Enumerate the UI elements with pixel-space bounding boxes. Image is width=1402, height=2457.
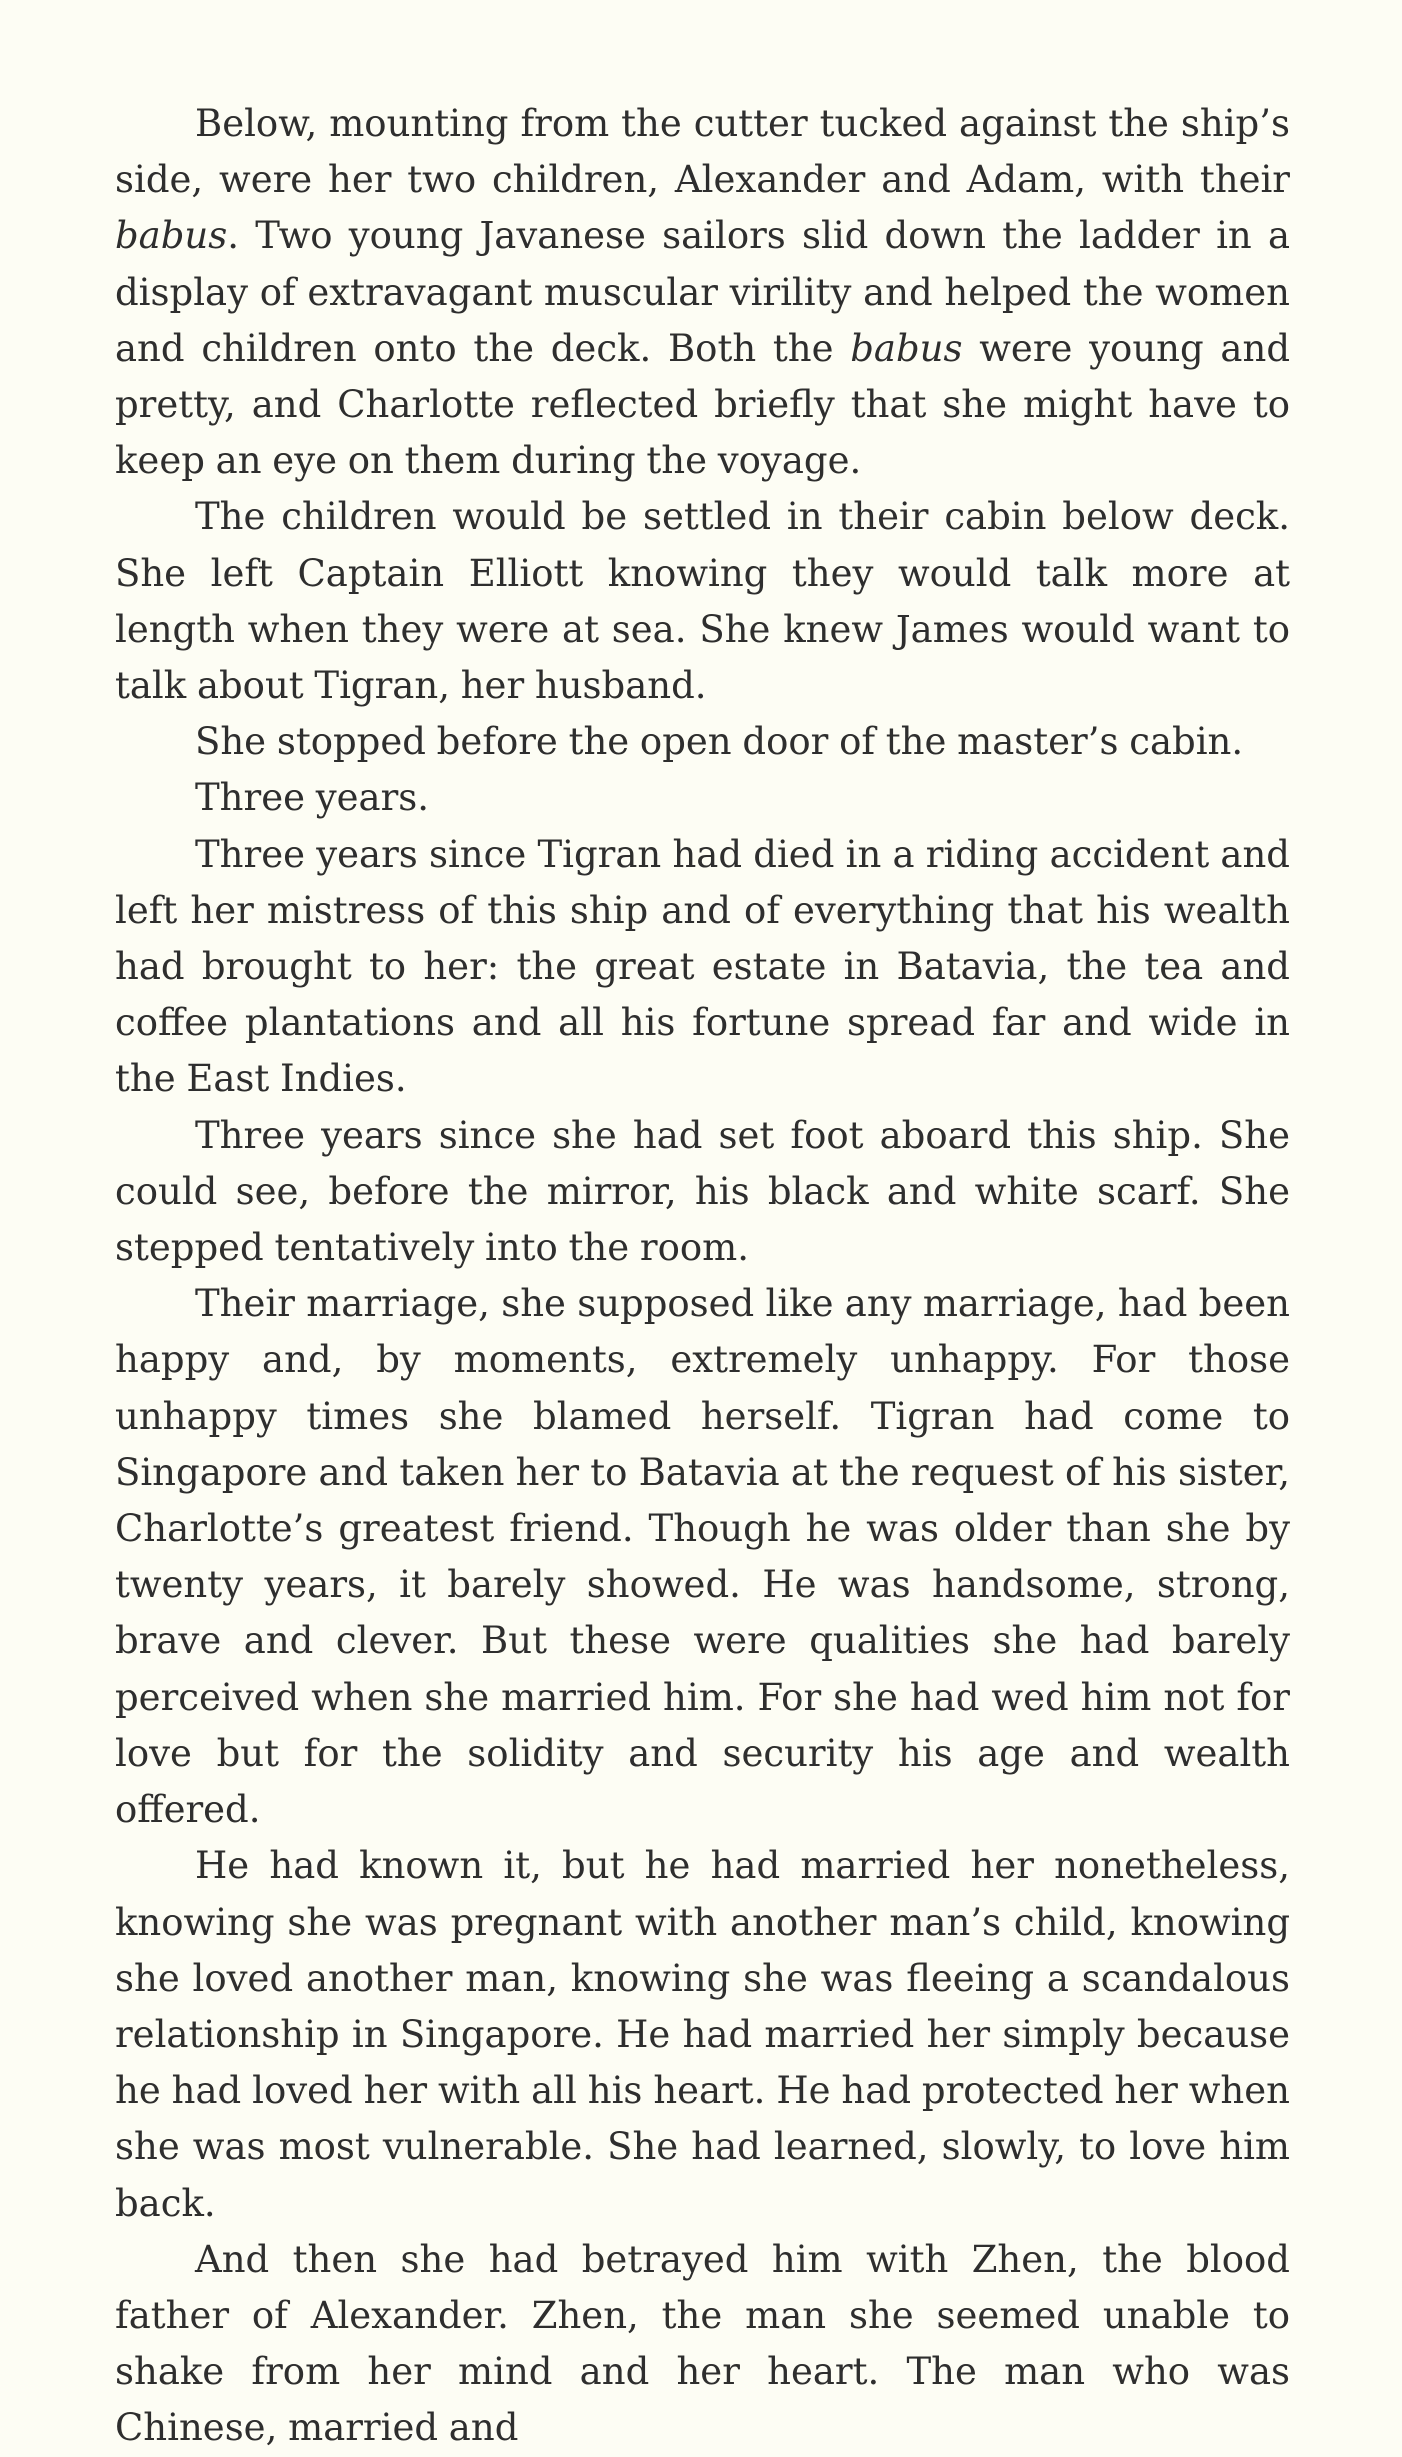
italic-term: babus xyxy=(850,326,963,370)
paragraph-2 xyxy=(115,489,1290,714)
text-run: Three years. xyxy=(195,776,430,820)
text-run: And then she had betrayed him with Zhen, the blood father of Alexander. Zhen, the man she seemed unable to shake from her mind and her heart. The man who was Chinese, married and xyxy=(115,2237,1290,2450)
paragraph-8 xyxy=(115,1838,1290,2231)
paragraph-1 xyxy=(115,96,1290,489)
text-run: Below, mounting from the cutter tucked against the ship’s side, were her two children, Alexander and Adam, with their xyxy=(115,102,1290,202)
text-run: Three years since she had set foot aboard this ship. She could see, before the mirror, his black and white scarf. She stepped tentatively into the room. xyxy=(115,1113,1290,1270)
text-run: Three years since Tigran had died in a riding accident and left her mistress of this ship and of everything that his wealth had brought to her: the great estate in Batavia, the tea and coffee plantations and all his fortune spread far and wide in the East Indies. xyxy=(115,832,1290,1101)
text-run: . Two young Javanese sailors slid down the ladder in a display of extravagant muscular virility and helped the women and children onto the deck. Both the xyxy=(115,214,1290,370)
paragraph-6 xyxy=(115,1108,1290,1277)
paragraph-7 xyxy=(115,1276,1290,1838)
paragraph-4 xyxy=(115,770,1290,826)
text-run: were young and pretty, and Charlotte reflected briefly that she might have to keep an eye on them during the voyage. xyxy=(115,326,1291,483)
paragraph-3 xyxy=(115,714,1290,770)
paragraph-9 xyxy=(115,2232,1290,2457)
text-run: He had known it, but he had married her nonetheless, knowing she was pregnant with another man’s child, knowing she loved another man, knowing she was fleeing a scandalous relationship in Singapore. He had married her simply because he had loved her with all his heart. He had protected her when she was most vulnerable. She had learned, slowly, to love him back. xyxy=(115,1844,1290,2225)
page-body xyxy=(115,96,1290,2457)
paragraph-5 xyxy=(115,827,1290,1108)
italic-term: babus xyxy=(115,214,228,258)
text-run: She stopped before the open door of the master’s cabin. xyxy=(195,720,1244,764)
text-run: Their marriage, she supposed like any marriage, had been happy and, by moments, extremely unhappy. For those unhappy times she blamed herself. Tigran had come to Singapore and taken her to Batavia at the request of his sister, Charlotte’s greatest friend. Though he was older than she by twenty years, it barely showed. He was handsome, strong, brave and clever. But these were qualities she had barely perceived when she married him. For she had wed him not for love but for the solidity and security his age and wealth offered. xyxy=(115,1282,1290,1832)
text-run: The children would be settled in their cabin below deck. She left Captain Elliott knowing they would talk more at length when they were at sea. She knew James would want to talk about Tigran, her husband. xyxy=(115,495,1290,708)
